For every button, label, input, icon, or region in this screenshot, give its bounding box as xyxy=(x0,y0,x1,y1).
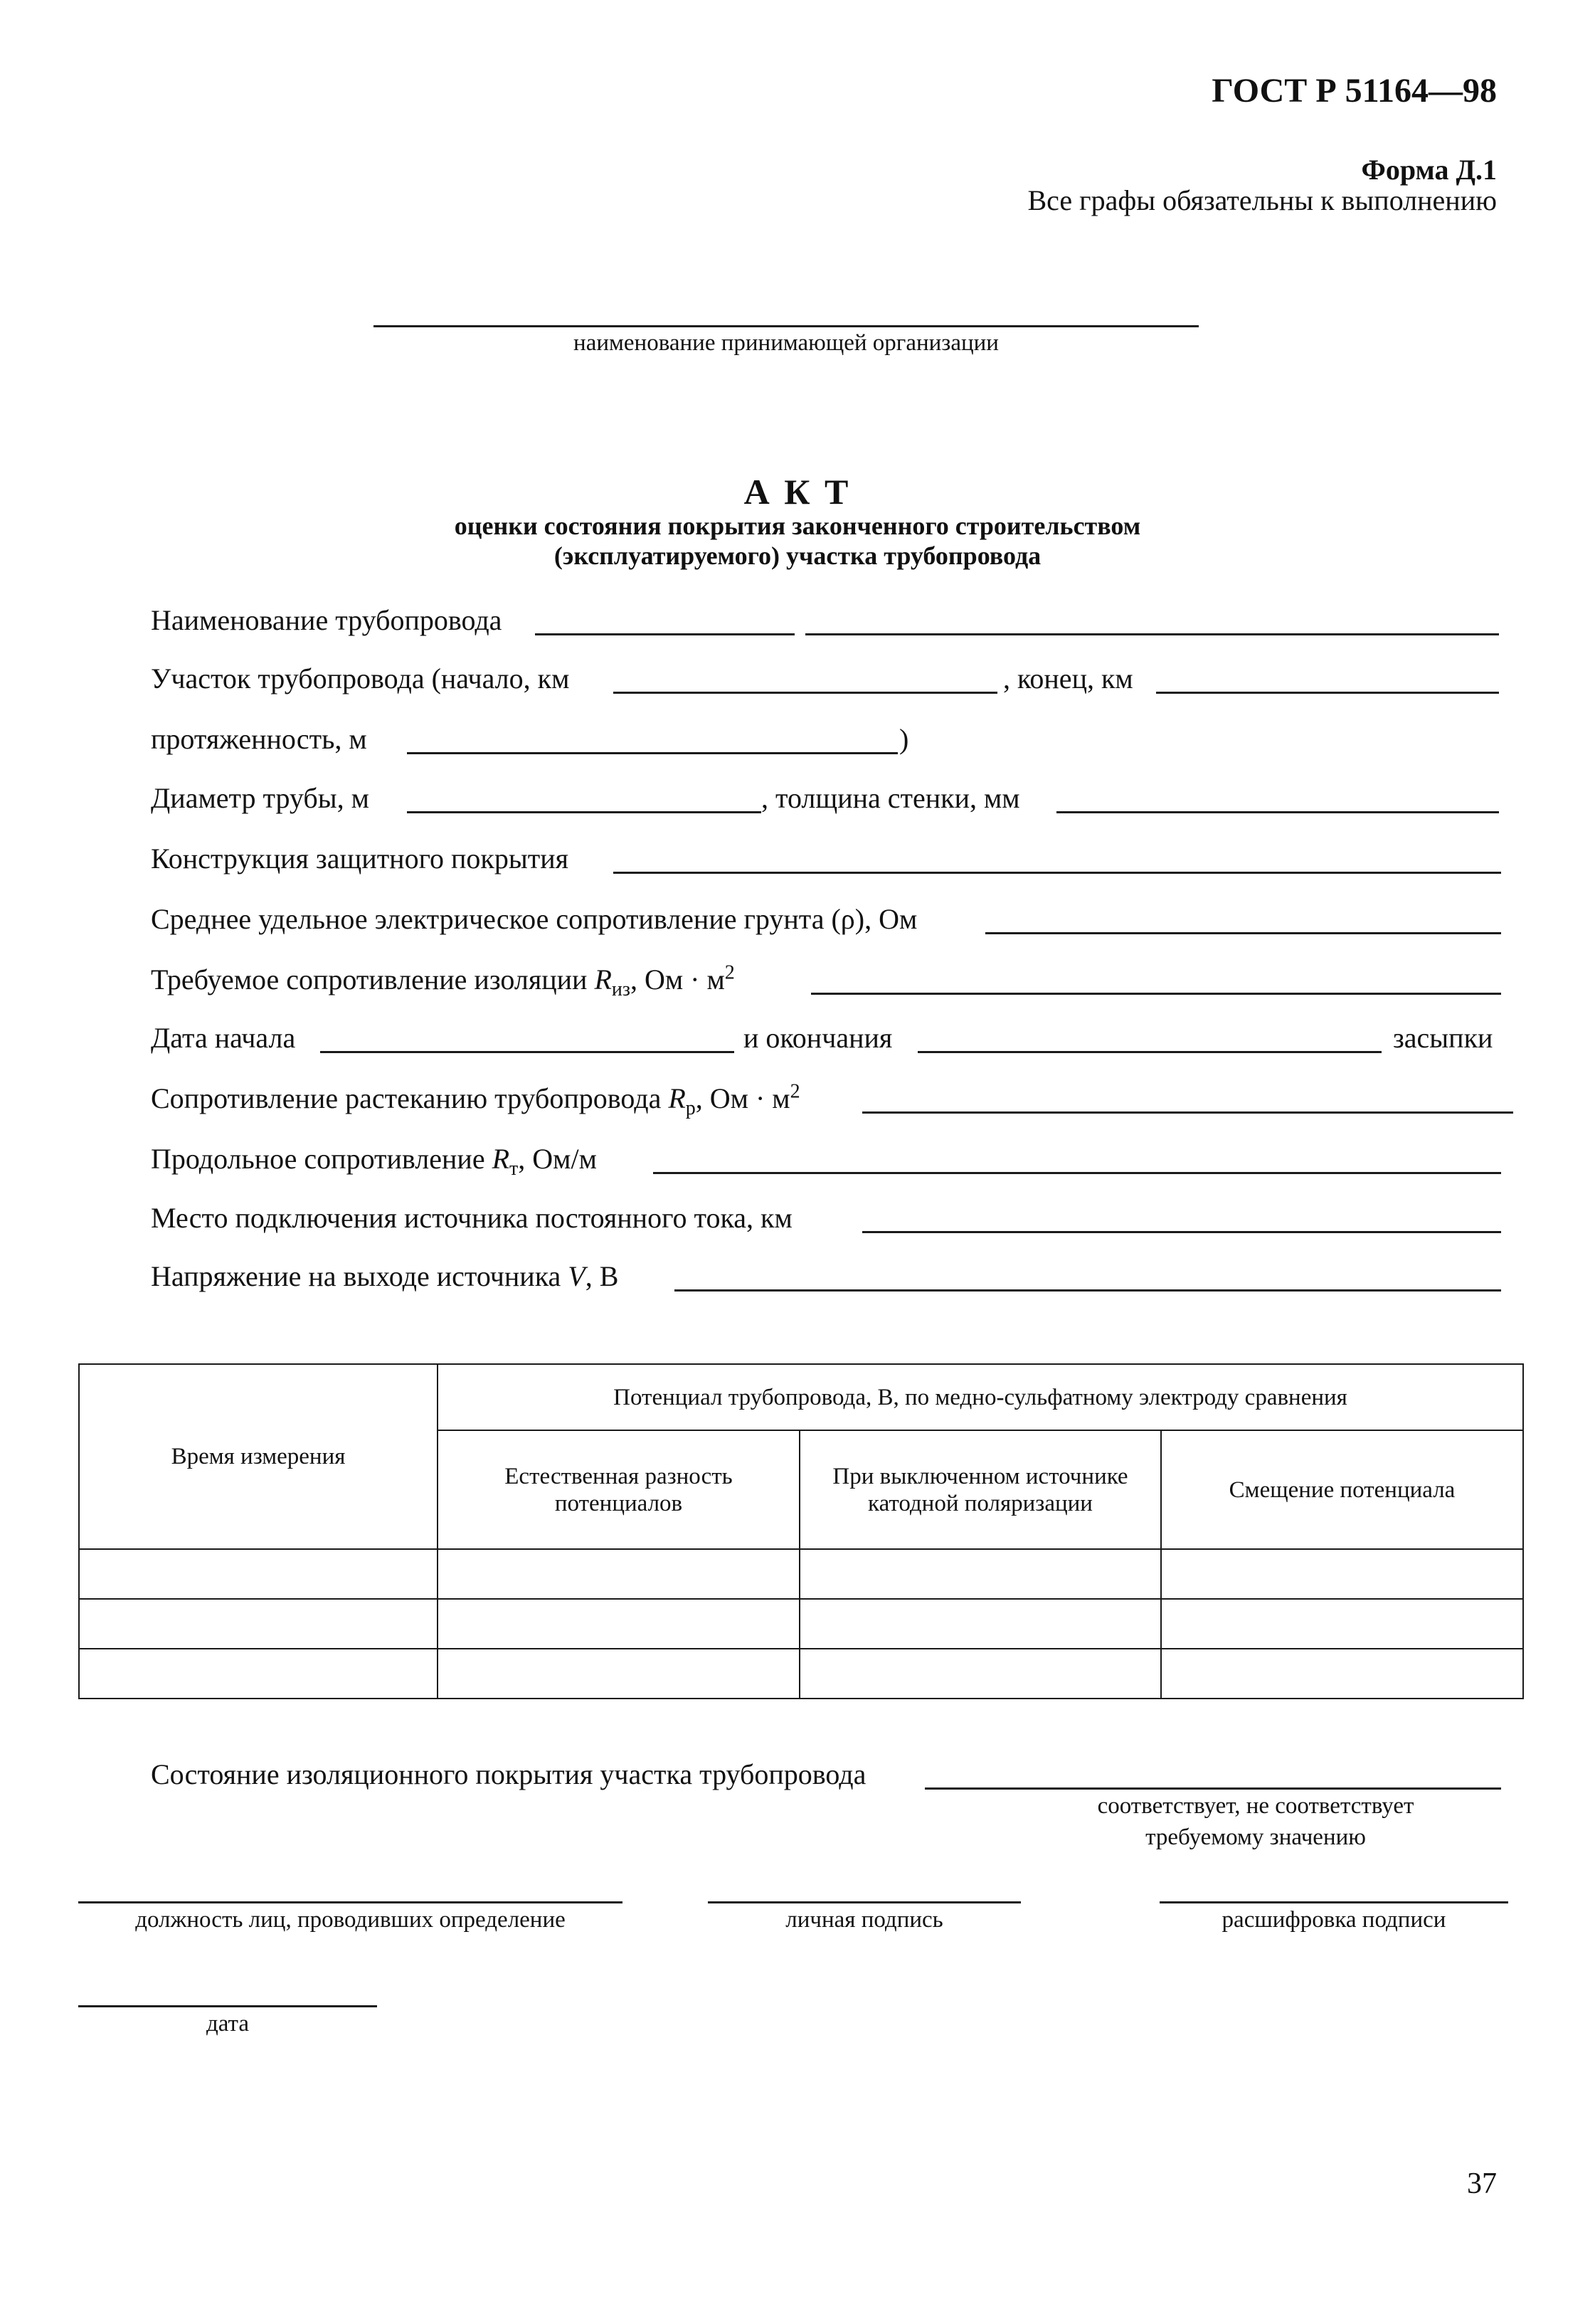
diameter-label: Диаметр трубы, м xyxy=(151,782,369,814)
standard-number: ГОСТ Р 51164—98 xyxy=(1212,72,1497,110)
length-field[interactable] xyxy=(407,752,898,754)
position-caption: должность лиц, проводивших определение xyxy=(135,1907,566,1933)
table-cell[interactable] xyxy=(79,1649,438,1699)
natural-potential-header: Естественная разность потенциалов xyxy=(438,1430,800,1549)
pipeline-name-label: Наименование трубопровода xyxy=(151,604,502,636)
diameter-field[interactable] xyxy=(407,811,761,813)
required-resistance-field[interactable] xyxy=(811,993,1501,995)
date-start-field[interactable] xyxy=(320,1051,734,1053)
spread-resistance-field[interactable] xyxy=(862,1111,1513,1114)
table-cell[interactable] xyxy=(438,1549,800,1599)
source-voltage-field[interactable] xyxy=(674,1289,1501,1292)
coating-construction-label: Конструкция защитного покрытия xyxy=(151,843,568,875)
length-close-paren: ) xyxy=(899,723,909,755)
time-column-header: Время измерения xyxy=(79,1364,438,1549)
signature-decoding-line[interactable] xyxy=(1160,1901,1508,1903)
date-end-field[interactable] xyxy=(918,1051,1382,1053)
table-cell[interactable] xyxy=(438,1599,800,1649)
form-number: Форма Д.1 xyxy=(1361,154,1497,186)
table-cell[interactable] xyxy=(800,1599,1161,1649)
table-cell[interactable] xyxy=(1161,1549,1523,1599)
act-subtitle-1: оценки состояния покрытия законченного строительством xyxy=(454,512,1141,540)
coating-condition-caption-2: требуемому значению xyxy=(1145,1824,1366,1850)
pipeline-name-field-1[interactable] xyxy=(535,633,795,635)
section-end-field[interactable] xyxy=(1156,692,1499,694)
coating-condition-field[interactable] xyxy=(925,1787,1501,1790)
act-title: А К Т xyxy=(743,472,852,512)
table-cell[interactable] xyxy=(1161,1649,1523,1699)
table-row xyxy=(79,1649,1523,1699)
date-line[interactable] xyxy=(78,2005,377,2007)
length-label: протяженность, м xyxy=(151,723,367,755)
coating-construction-field[interactable] xyxy=(613,872,1501,874)
form-note: Все графы обязательны к выполнению xyxy=(1027,184,1497,216)
position-line[interactable] xyxy=(78,1901,622,1903)
table-cell[interactable] xyxy=(800,1649,1161,1699)
source-off-header: При выключенном источнике катодной поляризации xyxy=(800,1430,1161,1549)
act-subtitle-2: (эксплуатируемого) участка трубопровода xyxy=(553,542,1042,570)
signature-decoding-caption: расшифровка подписи xyxy=(1222,1907,1446,1933)
required-resistance-label: Требуемое сопротивление изоляции $R_{из}$, Ом · $м^2$ xyxy=(151,961,735,1000)
coating-condition-label: Состояние изоляционного покрытия участка трубопровода xyxy=(151,1758,867,1790)
date-start-label: Дата начала xyxy=(151,1022,296,1054)
date-caption: дата xyxy=(206,2011,250,2037)
measurement-table xyxy=(78,1363,1524,1699)
soil-resistance-field[interactable] xyxy=(985,932,1501,934)
wall-thickness-label: , толщина стенки, мм xyxy=(761,782,1020,814)
table-cell[interactable] xyxy=(79,1599,438,1649)
backfill-label: засыпки xyxy=(1393,1022,1493,1054)
connection-point-label: Место подключения источника постоянного тока, км xyxy=(151,1202,793,1234)
table-cell[interactable] xyxy=(438,1649,800,1699)
source-voltage-label: Напряжение на выходе источника V, В xyxy=(151,1260,619,1292)
table-cell[interactable] xyxy=(1161,1599,1523,1649)
signature-caption: личная подпись xyxy=(785,1907,943,1933)
table-row xyxy=(79,1549,1523,1599)
date-end-label: и окончания xyxy=(743,1022,893,1054)
signature-line[interactable] xyxy=(708,1901,1021,1903)
longitudinal-resistance-label: Продольное сопротивление $R_т$, Ом/м xyxy=(151,1143,597,1180)
table-row xyxy=(79,1599,1523,1649)
org-name-caption: наименование принимающей организации xyxy=(573,330,999,356)
longitudinal-resistance-field[interactable] xyxy=(653,1172,1501,1174)
potential-shift-header: Смещение потенциала xyxy=(1161,1430,1523,1549)
section-end-label: , конец, км xyxy=(1003,662,1133,694)
spread-resistance-label: Сопротивление растеканию трубопровода $R_р$, Ом · $м^2$ xyxy=(151,1080,800,1119)
coating-condition-caption-1: соответствует, не соответствует xyxy=(1097,1793,1414,1819)
page-number: 37 xyxy=(1467,2167,1497,2200)
potential-header: Потенциал трубопровода, В, по медно-сульфатному электроду сравнения xyxy=(438,1364,1523,1430)
section-start-field[interactable] xyxy=(613,692,997,694)
connection-point-field[interactable] xyxy=(862,1231,1501,1233)
pipeline-name-field-2[interactable] xyxy=(805,633,1499,635)
table-cell[interactable] xyxy=(800,1549,1161,1599)
wall-thickness-field[interactable] xyxy=(1056,811,1499,813)
org-name-line[interactable] xyxy=(373,325,1199,327)
table-cell[interactable] xyxy=(79,1549,438,1599)
section-start-label: Участок трубопровода (начало, км xyxy=(151,662,570,694)
soil-resistance-label: Среднее удельное электрическое сопротивление грунта (ρ), Ом xyxy=(151,903,918,935)
